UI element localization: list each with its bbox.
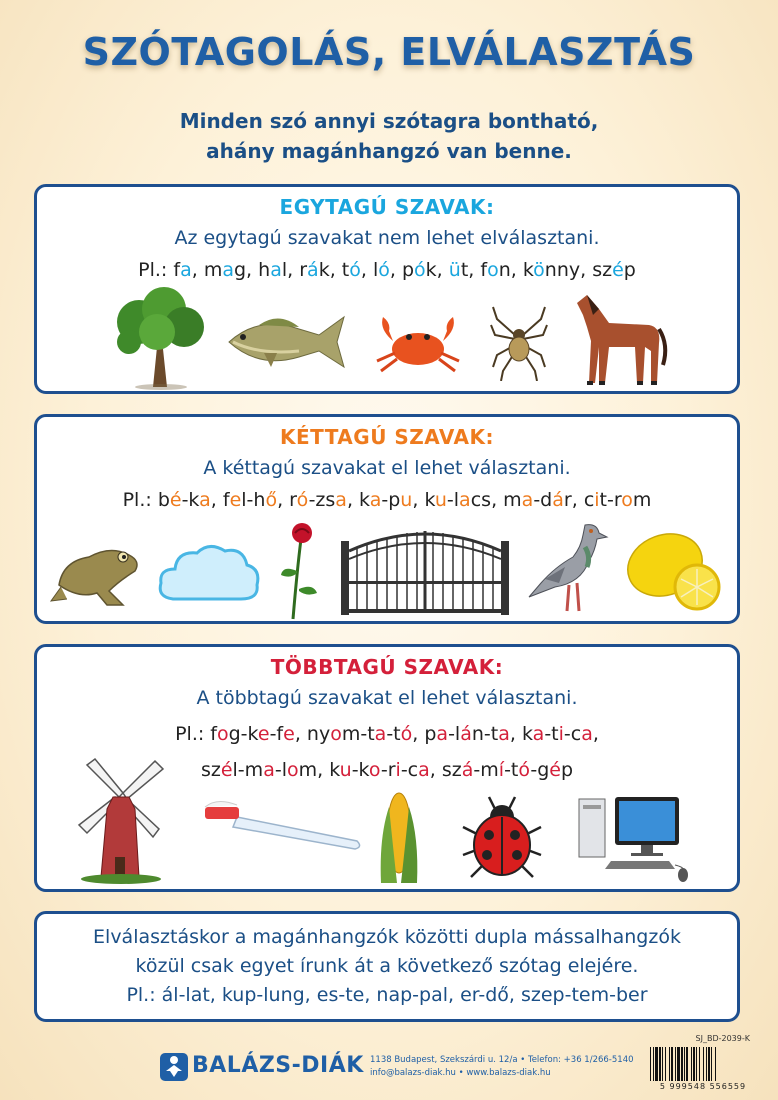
example-word: ka-ti-ca <box>521 723 593 745</box>
example-word: rák <box>299 259 330 281</box>
barcode-number: 5 999548 556559 <box>659 1082 747 1091</box>
corn-picture <box>375 787 423 887</box>
section-multi-syllable <box>34 644 740 892</box>
example-word: szél-ma-lom <box>200 759 318 781</box>
section-examples: Pl.: fa, mag, hal, rák, tó, ló, pók, üt, fon, könny, szép <box>138 259 636 281</box>
intro-line-2: ahány magánhangzó van benne. <box>206 139 572 163</box>
example-word: ma-dár <box>503 489 572 511</box>
section-two-syllable <box>34 414 740 624</box>
example-word: ló <box>372 259 390 281</box>
example-word: könny <box>522 259 581 281</box>
example-word: pók <box>401 259 437 281</box>
example-word: cit-rom <box>583 489 652 511</box>
example-word: nyom-ta-tó <box>306 723 413 745</box>
section-title: TÖBBTAGÚ SZAVAK: <box>270 655 504 679</box>
cloud-picture <box>155 539 263 605</box>
double-consonant-rule-box <box>34 911 740 1022</box>
example-word: bé-ka <box>157 489 211 511</box>
page-title: SZÓTAGOLÁS, ELVÁLASZTÁS <box>82 30 696 74</box>
barcode-image <box>648 1047 758 1083</box>
rule-line-1: Elválasztáskor a magánhangzók közötti dupla mássalhangzók <box>93 926 681 948</box>
section-examples-line-2: szél-ma-lom, ku-ko-ri-ca, szá-mí-tó-gép <box>200 759 574 781</box>
section-rule: Az egytagú szavakat nem lehet elválasztani. <box>174 227 600 249</box>
tree-picture <box>109 287 209 391</box>
example-word: pa-lán-ta <box>424 723 510 745</box>
example-word: ku-lacs <box>424 489 492 511</box>
example-word: fa <box>173 259 192 281</box>
ladybug-picture <box>459 795 545 881</box>
examples-prefix: Pl.: <box>138 259 174 281</box>
example-word: tó <box>341 259 361 281</box>
fish-picture <box>219 307 351 377</box>
section-title: EGYTAGÚ SZAVAK: <box>279 195 495 219</box>
windmill-picture <box>73 757 167 885</box>
lemon-picture <box>623 525 721 615</box>
address-line: 1138 Budapest, Szekszárdi u. 12/a • Telefon: +36 1/266-5140 <box>370 1055 634 1065</box>
intro-text <box>0 106 778 166</box>
brand-logo-icon <box>160 1049 188 1081</box>
brand-name: BALÁZS-DIÁK <box>192 1053 364 1078</box>
frog-picture <box>49 535 145 611</box>
section-rule: A többtagú szavakat el lehet választani. <box>196 687 578 709</box>
example-word: ka-pu <box>359 489 413 511</box>
toothbrush-picture <box>197 797 367 857</box>
contact-line: info@balazs-diak.hu • www.balazs-diak.hu <box>370 1068 551 1078</box>
pigeon-picture <box>525 517 611 617</box>
rule-line-3: Pl.: ál-lat, kup-lung, es-te, nap-pal, er-dő, szep-tem-ber <box>126 984 648 1006</box>
example-word: ku-ko-ri-ca <box>329 759 430 781</box>
horse-picture <box>569 285 673 391</box>
example-word: szép <box>592 259 636 281</box>
product-code: SJ_BD-2039-K <box>695 1034 750 1043</box>
publisher-address <box>370 1054 634 1080</box>
gate-picture <box>337 521 513 617</box>
example-word: ró-zsa <box>289 489 347 511</box>
spider-picture <box>489 305 549 381</box>
example-word: hal <box>258 259 288 281</box>
section-rule: A kéttagú szavakat el lehet választani. <box>203 457 571 479</box>
crab-picture <box>369 309 467 377</box>
section-examples: Pl.: bé-ka, fel-hő, ró-zsa, ka-pu, ku-lacs, ma-dár, cit-rom <box>122 489 652 511</box>
examples-prefix: Pl.: <box>175 723 211 745</box>
example-word: szá-mí-tó-gép <box>441 759 574 781</box>
section-title: KÉTTAGÚ SZAVAK: <box>279 425 495 449</box>
example-word: fog-ke-fe <box>210 723 295 745</box>
example-word: mag <box>203 259 247 281</box>
example-word: fon <box>480 259 511 281</box>
computer-picture <box>577 795 697 885</box>
rose-picture <box>277 521 321 621</box>
example-word: fel-hő <box>222 489 278 511</box>
example-word: üt <box>448 259 469 281</box>
section-one-syllable <box>34 184 740 394</box>
intro-line-1: Minden szó annyi szótagra bontható, <box>179 109 599 133</box>
rule-line-2: közül csak egyet írunk át a következő szótag elejére. <box>135 955 639 977</box>
examples-prefix: Pl.: <box>122 489 158 511</box>
section-examples-line-1: Pl.: fog-ke-fe, nyom-ta-tó, pa-lán-ta, ka-ti-ca, <box>175 723 599 745</box>
